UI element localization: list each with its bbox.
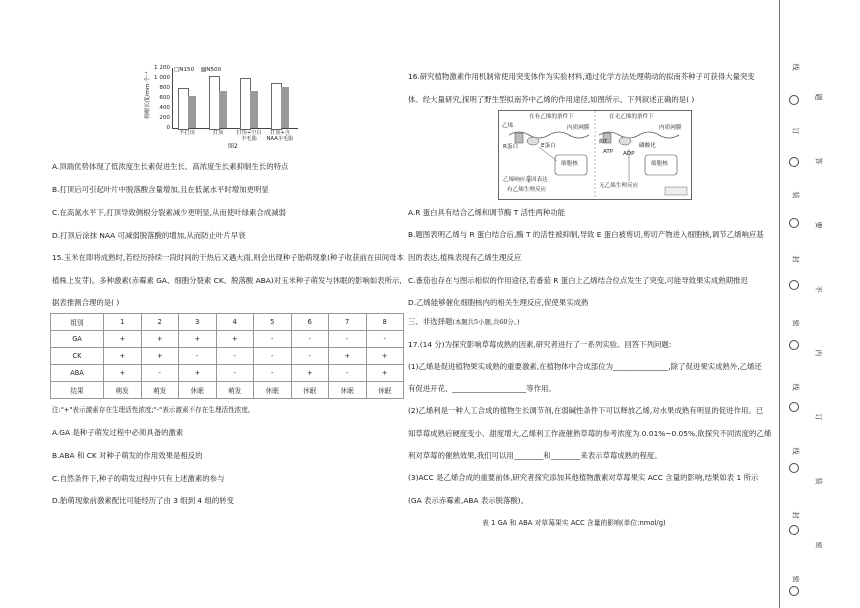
section3-heading: [408, 317, 520, 327]
q17-part2-line2: 知草莓成熟后硬度变小、甜度增大,乙烯利工作液催熟草莓的参考浓度为 0.01%~0.05%,欲探究不同浓度的乙烯: [408, 429, 772, 438]
binding-strip-char: 密: [791, 575, 800, 583]
table-cell: 休眠: [291, 382, 329, 399]
binding-strip-char: 题: [814, 93, 823, 101]
fig-result2: 无乙烯生理反应: [599, 183, 639, 189]
bar-n500: [219, 91, 228, 128]
x-category-label: 打顶+含NAA羊毛脂: [266, 130, 294, 142]
chart-caption: 图2: [228, 143, 238, 150]
binding-strip-char: 密: [791, 319, 800, 327]
table-cell: 休眠: [329, 382, 367, 399]
table-cell: -: [366, 331, 404, 348]
y-tick-label: 1 000: [153, 75, 170, 81]
y-axis: [172, 68, 173, 128]
binding-line: [779, 0, 780, 608]
q14-option-b: B.打顶后可引起叶片中脱落酸含量增加,且在低氮水平时增加更明显: [52, 185, 269, 194]
y-tick-label: 800: [159, 85, 170, 91]
table-cell: -: [291, 348, 329, 365]
y-tick-label: 200: [159, 115, 170, 121]
fig-right-title: 在无乙烯的条件下: [609, 114, 654, 120]
legend-n500: ▨N500: [201, 67, 222, 73]
binding-hole-circle: [789, 586, 799, 596]
table-cell: -: [329, 365, 367, 382]
table-cell: -: [179, 348, 217, 365]
binding-strip-char: 装: [791, 191, 800, 199]
binding-strip-char: 答: [814, 157, 823, 165]
binding-strip-char: 订: [791, 127, 800, 135]
table-cell: +: [179, 365, 217, 382]
q16-option-a: A.R 蛋白具有结合乙烯和调节酶 T 活性两种功能: [408, 208, 566, 217]
q17-stem: 17.(14 分)为探究影响草莓成熟的因素,研究者进行了一系列实验。回答下列问题:: [408, 340, 672, 349]
binding-strip-char: 线: [791, 383, 800, 391]
table-cell: +: [141, 331, 179, 348]
table-cell: 3: [179, 314, 217, 331]
y-tick-label: 400: [159, 105, 170, 111]
fig-r-protein: R蛋白: [503, 144, 519, 150]
table-cell: 休眠: [254, 382, 292, 399]
table-cell: +: [291, 365, 329, 382]
fig-er-left: 内质网膜: [567, 125, 590, 131]
table-cell: -: [216, 365, 254, 382]
x-category-label: 不打顶: [179, 130, 195, 136]
table-row: [51, 365, 404, 382]
q15-option-d: D.胎萌现象前激素配比可能经历了由 3 组到 4 组的转变: [52, 496, 235, 505]
q17-part3-line2: (GA 表示赤霉素,ABA 表示脱落酸)。: [408, 496, 529, 505]
q16-option-b-line1: B.题图表明乙烯与 R 蛋白结合后,酶 T 的活性被抑制,导致 E 蛋白被剪切,剪切产物进入细胞核,调节乙烯响应基: [408, 230, 764, 239]
binding-hole-circle: [789, 157, 799, 167]
q15-option-a: A.GA 是种子萌发过程中必须具备的激素: [52, 428, 184, 437]
table-cell: 2: [141, 314, 179, 331]
binding-hole-circle: [789, 218, 799, 228]
q17-part2-line1: (2)乙烯利是一种人工合成的植物生长调节剂,在弱碱性条件下可以释放乙烯,对水果成熟有明显的促进作用。已: [408, 406, 764, 415]
fig-left-title: 在有乙烯的条件下: [529, 114, 574, 120]
table-cell: CK: [51, 348, 104, 365]
x-category-label: 打顶+空白羊毛脂: [236, 130, 262, 142]
fig-nucleus-left: 细胞核: [561, 161, 578, 167]
binding-hole-circle: [789, 463, 799, 473]
table-cell: 休眠: [179, 382, 217, 399]
table-cell: 组别: [51, 314, 104, 331]
fig-ethylene: 乙烯: [502, 123, 514, 129]
fig-nucleus-right: 细胞核: [651, 161, 668, 167]
table-cell: -: [254, 365, 292, 382]
table-row: [51, 314, 404, 331]
section3-title: 三、非选择题: [408, 317, 453, 326]
fig-er-right: 内质网膜: [659, 125, 682, 131]
table-cell: 4: [216, 314, 254, 331]
bar-chart: [144, 62, 320, 152]
table-cell: -: [141, 365, 179, 382]
q15-stem-line1: 15.玉米在即将成熟时,若经历持续一段时间的干热后又遇大雨,则会出现种子胎萌现象(种子收获前在田间母本: [52, 253, 404, 262]
table-cell: 萌发: [104, 382, 142, 399]
q14-option-a: A.顶端优势体现了低浓度生长素促进生长、高浓度生长素抑制生长的特点: [52, 162, 289, 171]
table-cell: 7: [329, 314, 367, 331]
q15-stem-line3: 据表推测合理的是( ): [52, 298, 120, 307]
bar-n500: [250, 91, 259, 128]
q17-part1-line2: 有促进开花、____________________等作用。: [408, 384, 556, 393]
fig-phos: 磷酸化: [639, 143, 656, 149]
hormone-table: [50, 313, 404, 399]
binding-strip-char: 内: [814, 349, 823, 357]
fig-result1: 有乙烯生理反应: [507, 187, 547, 193]
q15-stem-line2: 植株上发芽)。多种激素(赤霉素 GA、细胞分裂素 CK、脱落酸 ABA)对玉米种子萌发与休眠的影响如表所示,: [52, 276, 402, 285]
bar-n500: [281, 87, 290, 128]
table-cell: GA: [51, 331, 104, 348]
y-tick-label: 600: [159, 95, 170, 101]
table-cell: +: [104, 331, 142, 348]
table1-caption: 表 1 GA 和 ABA 对草莓果实 ACC 含量的影响(单位:nmol/g): [482, 519, 666, 527]
bar-n500: [188, 96, 197, 128]
table-cell: +: [366, 348, 404, 365]
table-cell: -: [291, 331, 329, 348]
table-row: [51, 348, 404, 365]
fig-e-protein: E蛋白: [541, 143, 556, 149]
binding-strip-char: 封: [791, 255, 800, 263]
fig-enzyme-t: 酶T: [599, 139, 608, 145]
q17-part1-line1: (1)乙烯是促进植物果实成熟的重要激素,在植物体中合成部位为_______________,除了促进果实成熟外,乙烯还: [408, 362, 762, 371]
q16-option-b-line2: 因的表达,植株表现有乙烯生理反应: [408, 253, 522, 262]
table-cell: 萌发: [216, 382, 254, 399]
table-cell: 结果: [51, 382, 104, 399]
q16-option-c: C.番茄也存在与图示相似的作用途径,若番茄 R 蛋白上乙烯结合位点发生了突变,可能导致果实成熟期推迟: [408, 276, 748, 285]
q17-part3-line1: (3)ACC 是乙烯合成的重要前体,研究者探究添加其他植物激素对草莓果实 ACC 含量的影响,结果如表 1 所示: [408, 473, 759, 482]
binding-strip-char: 密: [814, 541, 823, 549]
table-cell: 1: [104, 314, 142, 331]
binding-hole-circle: [789, 95, 799, 105]
table-cell: 萌发: [141, 382, 179, 399]
table-cell: +: [104, 365, 142, 382]
y-tick-label: 0: [166, 125, 170, 131]
table-cell: -: [329, 331, 367, 348]
q16-stem-line2: 体。经大量研究,探明了野生型拟南芥中乙烯的作用途径,如图所示。下列叙述正确的是( ): [408, 95, 695, 104]
binding-strip-char: 订: [814, 413, 823, 421]
table-cell: +: [366, 365, 404, 382]
binding-hole-circle: [789, 525, 799, 535]
q15-option-c: C.自然条件下,种子的萌发过程中只有上述激素的参与: [52, 474, 225, 483]
binding-hole-circle: [789, 280, 799, 290]
fig-atp: ATP: [603, 149, 614, 155]
table-note: 注:"+"表示激素存在生理活性浓度;"-"表示激素不存在生理活性浓度。: [52, 406, 255, 414]
table-cell: -: [216, 348, 254, 365]
q17-part2-line3: 利对草莓的催熟效果,我们可以用________和________来表示草莓成熟的程度。: [408, 451, 662, 460]
table-cell: -: [254, 331, 292, 348]
ethylene-pathway-figure: [498, 110, 692, 200]
table-cell: 6: [291, 314, 329, 331]
table-row: [51, 382, 404, 399]
binding-hole-circle: [789, 402, 799, 412]
binding-hole-circle: [789, 340, 799, 350]
fig-adp: ADP: [623, 151, 635, 157]
table-cell: +: [216, 331, 254, 348]
legend-n150: □N150: [174, 67, 195, 73]
table-cell: +: [329, 348, 367, 365]
q16-stem-line1: 16.研究植物激素作用机制常使用突变体作为实验材料,通过化学方法处理萌动的拟南芥种子可获得大量突变: [408, 72, 755, 81]
table-cell: +: [179, 331, 217, 348]
table-cell: 8: [366, 314, 404, 331]
table-cell: -: [254, 348, 292, 365]
binding-strip-char: 线: [791, 447, 800, 455]
binding-strip-char: 装: [814, 477, 823, 485]
q14-option-d: D.打顶后涂抹 NAA 可减弱脱落酸的增加,从而防止叶片早衰: [52, 231, 246, 240]
binding-strip-char: 不: [814, 285, 823, 293]
q14-option-c: C.在高氮水平下,打顶导致侧根分裂素减少更明显,从而使叶绿素合成减弱: [52, 208, 286, 217]
fig-gene: 乙烯响应基因表达: [503, 177, 548, 183]
x-category-label: 打顶: [212, 130, 224, 136]
q15-option-b: B.ABA 和 CK 对种子萌发的作用效果是相反的: [52, 451, 203, 460]
q16-option-d: D.乙烯能够催化细胞核内的相关生理反应,促使果实成熟: [408, 298, 589, 307]
section3-note: (本题共5小题,共60分。): [452, 318, 520, 326]
binding-strip-char: 线: [791, 63, 800, 71]
table-cell: ABA: [51, 365, 104, 382]
table-cell: +: [141, 348, 179, 365]
y-tick-label: 1 200: [153, 65, 170, 71]
binding-strip-char: 封: [791, 511, 800, 519]
table-cell: 休眠: [366, 382, 404, 399]
y-axis-label: 侧根长度/mm·个⁻¹: [144, 71, 151, 119]
table-cell: 5: [254, 314, 292, 331]
table-row: [51, 331, 404, 348]
binding-strip-char: 要: [814, 221, 823, 229]
table-cell: +: [104, 348, 142, 365]
